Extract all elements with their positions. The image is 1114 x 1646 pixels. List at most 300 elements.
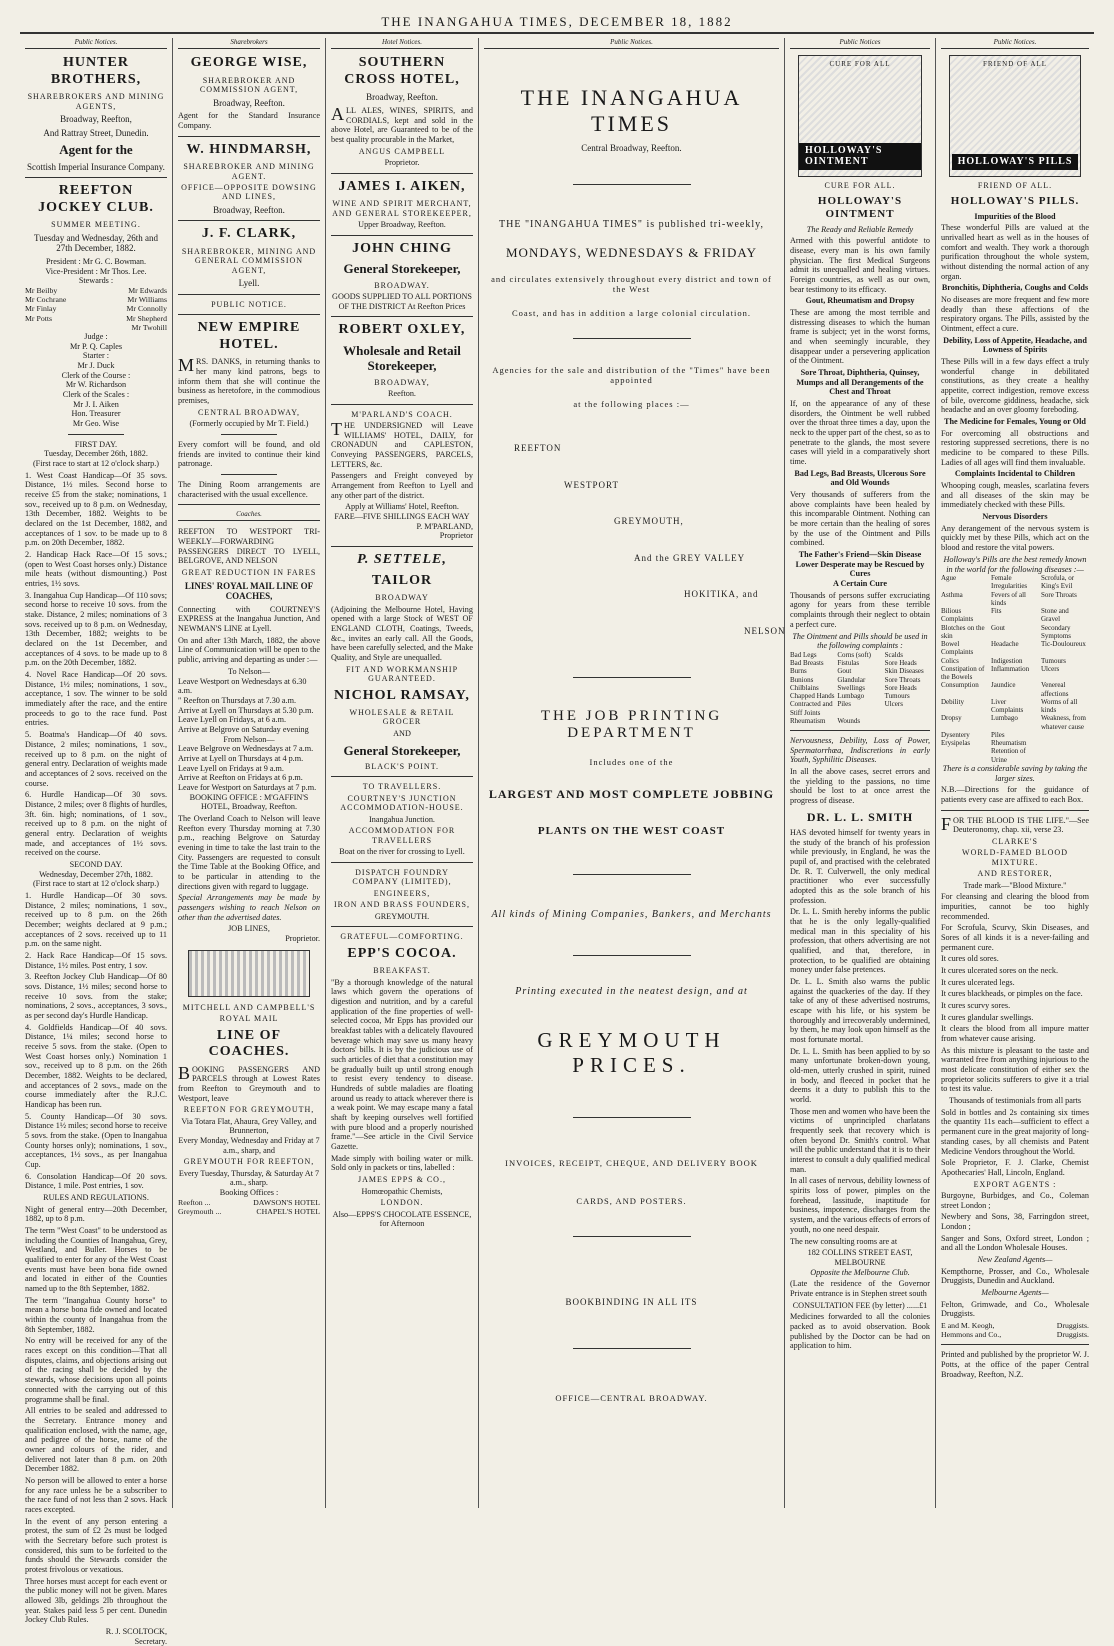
special-arrangements: Special Arrangements may be made by passengers wishing to reach Nelson on other than the advertised dates. — [178, 893, 320, 922]
second-day-note: (First race to start at 12 o'clock sharp.) — [32, 879, 160, 889]
travellers: TO TRAVELLERS. — [362, 782, 442, 792]
bronchitis-text: No diseases are more frequent and few more deadly than these affections of the respiratory organs. The Pills, assisted by the Ointment, effect a cure. — [941, 295, 1089, 334]
official-line: Mr W. Richardson — [65, 380, 127, 390]
dispatch-foundry: DISPATCH FOUNDRY COMPANY (LIMITED), — [352, 867, 452, 887]
timetable-line: Leave Belgrove on Wednesdays at 7 a.m. — [178, 744, 314, 754]
officials-list — [25, 332, 167, 429]
cure-line: For Scrofula, Scurvy, Skin Diseases, and Sores of all kinds it is a never-failing and permanent cure. — [941, 923, 1089, 952]
settele-subtitle: TAILOR — [371, 572, 433, 588]
paper-title: THE INANGAHUA TIMES — [520, 85, 743, 137]
places-heading: at the following places :— — [573, 398, 690, 409]
column-heading: Public Notices — [790, 38, 930, 49]
epps-made: Made simply with boiling water or milk. Sold only in packets or tins, labelled : — [331, 1153, 473, 1173]
stewards-list — [25, 286, 167, 332]
nz-agents-text: Kempthorne, Prosser, and Co., Wholesale Druggists, Dunedin and Auckland. — [941, 1266, 1089, 1286]
table-cell: Inflammation — [991, 664, 1030, 673]
epps-also: Also—EPPS'S CHOCOLATE ESSENCE, for Afternoon — [332, 1209, 472, 1229]
table-cell: Liver Complaints — [991, 697, 1024, 715]
agency-places — [484, 442, 786, 637]
hindmarsh-address: Broadway, Reefton. — [213, 204, 285, 215]
bookbinding-text: BOOKBINDING IN ALL ITS — [565, 1297, 698, 1308]
table-cell — [1041, 747, 1089, 764]
nichol-and: AND — [393, 728, 411, 738]
steward-name: Mr Williams — [127, 295, 167, 305]
agency-place: And the GREY VALLEY — [634, 552, 746, 563]
courtney-junction: COURTNEY'S JUNCTION ACCOMMODATION-HOUSE. — [340, 793, 464, 813]
first-day-races — [25, 471, 167, 858]
smith-residence: (Late the residence of the Governor Private entrance is in Stephen street south — [790, 1279, 930, 1298]
mitchell-title: MITCHELL AND CAMPBELL'S — [182, 1002, 316, 1012]
wise-address: Broadway, Reefton. — [213, 97, 285, 108]
ching-address: BROADWAY. — [374, 280, 430, 290]
empire-text: MRS. DANKS, in returning thanks to her many kind patrons, begs to inform them that she will continue the business as heretofore, in the commodious premises, — [178, 355, 320, 406]
coast-text: Coast, and has in addition a large colonial circulation. — [511, 307, 751, 318]
table-cell: Sore Heads — [884, 683, 917, 692]
nb-note: N.B.—Directions for the guidance of patients every case are affixed to each Box. — [941, 785, 1089, 804]
mcparland-text-2: Passengers and Freight conveyed by Arrangement from Reefton to Lyell and any other part of the district. — [331, 471, 473, 500]
table-cell: Constipation of the Bowels — [941, 664, 985, 682]
mixture-text: As this mixture is pleasant to the taste and warranted free from anything injurious to the most delicate constitution of either sex the proprietor solicits sufferers to give it a trial to test its value. — [941, 1045, 1089, 1094]
ointment-intro: Armed with this powerful antidote to disease, every man is his own family physician. The first Medical Surgeons admit its unequalled and healing virtues. Foreign countries, as well as our own, bear testimony to its efficacy. — [790, 236, 930, 294]
ointment-title: HOLLOWAY'S OINTMENT — [817, 194, 903, 220]
table-cell: Bilious Complaints — [941, 607, 974, 624]
angus-role: Proprietor. — [384, 158, 420, 168]
ointment-logo-label: HOLLOWAY'S OINTMENT — [799, 143, 921, 171]
agents-2: Newbery and Sons, 38, Farringdon street, London ; — [941, 1212, 1089, 1231]
empire-title: NEW EMPIRE HOTEL. — [197, 320, 301, 352]
clark-address: Lyell. — [238, 278, 260, 289]
every-schedule: Every Monday, Wednesday and Friday at 7 a.m., sharp, and — [178, 1136, 320, 1155]
oxley-address: BROADWAY, — [374, 377, 430, 387]
accommodation: ACCOMMODATION FOR TRAVELLERS — [348, 826, 456, 845]
smith-paragraph: Those men and women who have been the victims of unprincipled charlatans frequently seek that recovery which is often beyond Dr. Smith's control. What will the public understand that it is to their interest to consult a duly qualified medical man. — [790, 1106, 930, 1174]
hunter-agent: Agent for the — [59, 142, 133, 158]
empire-address: CENTRAL BROADWAY, — [197, 407, 301, 417]
cure-line: It cures ulcerated legs. — [941, 977, 1015, 987]
booking-office-row — [178, 1198, 320, 1207]
aiken-address: Upper Broadway, Reefton. — [358, 220, 446, 230]
booking-offices-heading: Booking Offices : — [219, 1188, 279, 1198]
gout-heading: Gout, Rheumatism and Dropsy — [805, 296, 915, 306]
official-line: Judge : — [84, 331, 108, 341]
table-cell: Bunions — [790, 675, 814, 684]
restorer: AND RESTORER, — [977, 869, 1053, 879]
steward-row — [25, 286, 167, 295]
rule-entry: Three horses must accept for each event or the public money will not be given. Mares allowed 3lb, geldings 2lb throughout the year. Stakes paid less 5 per cent. Dunedin Jockey Club Rules. — [25, 1576, 167, 1625]
table-cell: Burns — [790, 667, 807, 676]
hemmons: Hemmons and Co., — [941, 1330, 1002, 1340]
from-nelson-heading: From Nelson— — [223, 734, 275, 744]
booking-offices-list — [178, 1198, 320, 1216]
office-hotel: CHAPEL'S HOTEL — [256, 1207, 320, 1216]
impurities-heading: Impurities of the Blood — [974, 211, 1056, 221]
timetable-line: Leave Lyell on Fridays, at 6 a.m. — [178, 715, 286, 725]
table-cell: Headache — [991, 640, 1019, 649]
club-dates: Tuesday and Wednesday, 26th and 27th December, 1882. — [34, 232, 158, 254]
coach-engraving-icon — [188, 950, 310, 997]
table-cell: Ague — [941, 574, 957, 583]
from-nelson-times — [178, 744, 320, 792]
timetable-line: Arrive at Belgrove on Saturday evening — [178, 724, 309, 734]
females-heading: The Medicine for Females, Young or Old — [944, 417, 1086, 427]
keogh: E and M. Keogh, — [941, 1321, 995, 1331]
column-heading: Hotel Notices. — [331, 38, 473, 49]
line-of-coaches: LINE OF COACHES. — [208, 1027, 290, 1060]
table-cell: Gout — [837, 667, 852, 676]
table-cell: Tumours — [884, 692, 910, 701]
steward-name: Mr Finlay — [25, 304, 57, 314]
table-cell: Swellings — [837, 683, 865, 692]
table-cell: Sore Throats — [884, 675, 921, 684]
table-cell: Worms of all kinds — [1041, 697, 1078, 715]
every-schedule-2: Every Tuesday, Thursday, & Saturday At 7 a.m., sharp. — [178, 1168, 320, 1188]
booking-office: BOOKING OFFICE : M'GAFFIN'S HOTEL, Broadway, Reefton. — [189, 792, 309, 812]
cure-line: It cures ulcerated sores on the neck. — [941, 966, 1059, 976]
pills-intro: These wonderful Pills are valued at the unrivalled heart as well as in the houses of comfort and wealth. They work a thorough purification throughout the whole system, without distending the normal action of any organ. — [941, 223, 1089, 281]
agencies-text: Agencies for the sale and distribution of the "Times" have been appointed — [492, 364, 771, 385]
certain-heading: A Certain Cure — [833, 579, 887, 589]
hunter-subtitle: SHAREBROKERS AND MINING AGENTS, — [27, 92, 165, 111]
steward-name: Mr Potts — [25, 313, 53, 323]
royal-mail: ROYAL MAIL — [219, 1014, 279, 1024]
blood-mixture: WORLD-FAMED BLOOD MIXTURE. — [962, 848, 1068, 867]
masthead: THE INANGAHUA TIMES, DECEMBER 18, 1882 — [381, 14, 733, 29]
epps-text: "By a thorough knowledge of the natural laws which govern the operations of digestion and nutrition, and by a careful application of the fine properties of well-selected cocoa, Mr Epps has provided our breakfast tables with a delicately flavoured beverage which may save us many heavy doctors' bills. It is by the judicious use of such articles of diet that a constitution may be gradually built up until strong enough to resist every tendency to disease. Hundreds of subtle maladies are floating around us ready to attack wherever there is a weak point. We may escape many a fatal shaft by keeping ourselves well fortified with pure blood and a properly nourished frame."—See article in the Civil Service Gazette. — [331, 977, 473, 1152]
mcparland-title: M'PARLAND'S COACH. — [351, 409, 453, 419]
empire-comfort: Every comfort will be found, and old friends are invited to continue their kind patronage. — [178, 439, 320, 469]
nichol-subtitle: WHOLESALE & RETAIL GROCER — [349, 708, 455, 727]
race-entry: 5. County Handicap—Of 30 sovs. Distance 1½ miles; second horse to receive 5 sovs. from the stake. (Open to Inangahua County horses only); nominations, 1 sov., acceptances, 1½ sovs., as per Inangahua Cup. — [25, 1111, 167, 1170]
cure-line: It cures glandular swellings. — [941, 1012, 1034, 1022]
aiken-title: JAMES I. AIKEN, — [338, 178, 466, 194]
wise-title: GEORGE WISE, — [190, 55, 308, 71]
column-4 — [479, 38, 784, 1508]
smith-paragraph: In all cases of nervous, debility lowness of spirits loss of power, pimples on the forehead, lassitude, inaptitude for business, impotence, discharges from the system, and the various effects of errors of youth, no one need despair. — [790, 1176, 930, 1234]
table-cell — [941, 747, 989, 764]
wise-agent: Agent for the Standard Insurance Company. — [178, 111, 320, 130]
vice-president: Vice-President : Mr Thos. Lee. — [45, 266, 147, 276]
column-6 — [936, 38, 1094, 1508]
sold-text: Sold in bottles and 2s containing six times the quantity 11s each—sufficient to effect a permanent cure in the great majority of long-standing cases, by all chemists and Patent Medicine Vendors throughout the World. — [941, 1107, 1089, 1156]
table-cell: Weakness, from whatever cause — [1041, 714, 1086, 731]
table-cell: Chilblains — [790, 683, 819, 692]
job-lines: JOB LINES, — [228, 924, 270, 934]
table-cell: Scrofula, or King's Evil — [1041, 574, 1075, 591]
wise-subtitle: SHAREBROKER AND COMMISSION AGENT, — [199, 75, 299, 95]
includes-text: Includes one of the — [589, 757, 674, 768]
lines-notice: On and after 13th March, 1882, the above Line of Communication will be open to the public, arriving and departing as under :— — [178, 635, 320, 665]
hunter-title: HUNTER BROTHERS, — [50, 55, 142, 87]
oxley-town: Reefton. — [388, 388, 416, 398]
rule-entry: The term "Inangahua County horse" to mean a horse bona fide owned and located within the county of Inangahua from the 8th September, 1882. — [25, 1295, 167, 1334]
smith-paragraph: Dr. L. L. Smith also warns the public against the quackeries of the day. If they take of any of these advertised nostrums, escape with his life, or his system be thoroughly and irrecoverably undermined, by them, he may look upon himself as the most fortunate mortal. — [790, 977, 930, 1045]
hemmons-role: Druggists. — [1056, 1330, 1089, 1340]
hindmarsh-title: W. HINDMARSH, — [186, 141, 312, 157]
column-1 — [20, 38, 172, 1646]
rule-entry: Night of general entry—20th December, 1882, up to 8 p.m. — [25, 1204, 167, 1224]
public-notice: PUBLIC NOTICE. — [211, 299, 287, 309]
table-cell: Contracted and Stiff Joints — [790, 700, 833, 717]
clark-subtitle: SHAREBROKER, MINING AND GENERAL COMMISSION AGENT, — [181, 246, 317, 275]
settele-title: P. SETTELE, — [357, 552, 447, 568]
published-text: THE "INANGAHUA TIMES" is published tri-weekly, — [499, 218, 764, 230]
ching-subtitle: General Storekeeper, — [343, 261, 461, 277]
ching-title: JOHN CHING — [352, 240, 452, 256]
mcparland-role: Proprietor — [439, 531, 473, 541]
boat-notice: Boat on the river for crossing to Lyell. — [339, 847, 465, 857]
official-line: Mr J. I. Aiken — [73, 399, 119, 409]
table-cell: Scalds — [884, 650, 903, 659]
table-cell: Tumours — [1041, 656, 1067, 665]
cure-line: It cures blackheads, or pimples on the face. — [941, 989, 1083, 999]
table-cell: Debility — [941, 697, 964, 706]
smith-paragraph: Dr. L. L. Smith hereby informs the public that he is the only legally-qualified medical man in this speciality of his profession, that others advertising are not qualified, and that, therefore, in protection, to be qualified are obtaining money under false pretences. — [790, 907, 930, 975]
clark-title: J. F. CLARK, — [201, 226, 297, 242]
table-cell: Indigestion — [991, 656, 1023, 665]
nz-agents: New Zealand Agents— — [977, 1254, 1053, 1264]
pills-logo-label: HOLLOWAY'S PILLS — [952, 154, 1079, 170]
blood-quote: FOR THE BLOOD IS THE LIFE."—See Deuteronomy, chap. xii, verse 23. — [941, 813, 1089, 835]
fare-reduction: GREAT REDUCTION IN FARES — [181, 568, 317, 578]
empire-formerly: (Formerly occupied by Mr T. Field.) — [189, 419, 309, 429]
nervous-text: Nervousness, Debility, Loss of Power, Spermatorrhœa, Indiscretions in early Youth, Syphilitic Diseases. — [790, 736, 930, 765]
steward-name: Mr Beilby — [25, 286, 58, 296]
race-entry: 1. Hurdle Handicap—Of 30 sovs. Distance, 2 miles; nominations, 1 sov., received up to 8 p.m. on the 26th December; weights declared at 9 p.m.; acceptances of 2 sovs. received up to 11 p.m. on the same night. — [25, 890, 167, 949]
ointment-table-heading: The Ointment and Pills should be used in the following complaints : — [792, 631, 928, 651]
overland-text: The Overland Coach to Nelson will leave Reefton every Thursday morning at 7.30 p.m., reaching Belgrove on Saturday evening in time to take the last train to the City. Passengers are requested to consult the Time Table at the Booking Office, and to be particular in attending to the directions given with regard to luggage. — [178, 813, 320, 891]
president: President : Mr G. C. Bowman. — [45, 257, 147, 266]
rules-heading: RULES AND REGULATIONS. — [43, 1193, 149, 1203]
gout-text: These are among the most terrible and distressing diseases to which the human frame is subject; yet in the worst forms, and when seemingly incurable, they disappear under a persevering application of the Ointment. — [790, 308, 930, 366]
melbourne-agents: Melbourne Agents— — [981, 1288, 1049, 1297]
agents-3: Sanger and Sons, Oxford street, London ; and all the London Wholesale Houses. — [941, 1233, 1089, 1253]
nervous-text-2: In all the above cases, secret errors and the yielding to the passions, no time should be lost to at once arrest the progress of disease. — [790, 767, 930, 806]
table-cell: Ulcers — [1041, 664, 1060, 673]
engineers: ENGINEERS, — [373, 888, 431, 898]
aiken-subtitle: WINE AND SPIRIT MERCHANT, AND GENERAL STOREKEEPER, — [332, 199, 472, 218]
race-entry: 5. Boatma's Handicap—Of 40 sovs. Distance, 2 miles; nominations, 1 sov., received up to 8 p.m. on the night of general entry. Declaration of weights made and acceptances of 2 sovs. received on the course. — [25, 730, 167, 788]
race-entry: 3. Reefton Jockey Club Handicap—Of 80 sovs. Distance, 1½ miles; second horse to receive 10 sovs. from the stake; nominations, 2 sovs., acceptances, 3 sovs., as per second day's Hurdle Handicap. — [25, 972, 167, 1020]
keogh-role: Druggists. — [1056, 1321, 1089, 1331]
epps-homeopathic: Homœopathic Chemists, — [361, 1186, 443, 1196]
table-cell: Dropsy — [941, 714, 962, 723]
race-entry: 4. Novel Race Handicap—Of 20 sovs. Distance, 1½ miles; nominations, 1 sov., acceptance, 1 sov. The winner to be sold immediately after the race, and the entire proceeds to go to the race fund. Post entries. — [25, 670, 167, 728]
legs-heading: Bad Legs, Bad Breasts, Ulcerous Sore and Old Wounds — [794, 468, 926, 488]
club-subtitle: SUMMER MEETING. — [51, 220, 141, 230]
rule-entry: All entries to be sealed and addressed to the Secretary. Entrance money and qualification enclosed, with the name, age, and pedigree of the horse, name of the owner and colours of the rider, and delivered not later than 8 p.m. on 20th December 1882. — [25, 1406, 167, 1474]
rules-list — [25, 1205, 167, 1625]
hindmarsh-subtitle: SHAREBROKER AND MINING AGENT. — [183, 162, 315, 181]
nervous-heading: Nervous Disorders — [982, 512, 1048, 522]
steward-row — [25, 314, 167, 323]
table-cell: Secondary Symptoms — [1041, 623, 1071, 640]
agents-1: Burgoyne, Burbidges, and Co., Coleman street London ; — [941, 1190, 1089, 1210]
first-day-heading: FIRST DAY. — [74, 439, 118, 449]
debility-heading: Debility, Loss of Appetite, Headache, and Lowness of Spirits — [943, 335, 1087, 355]
steward-row — [25, 295, 167, 304]
race-entry: 1. West Coast Handicap—Of 35 sovs. Distance, 1½ miles. Second horse to receive £5 from the stake; nominations, 1 sov., received up to 8 p.m. on Wednesday, 13th December, 1882. Weights to be declared on the 1st December, 1882, and acceptances of 1 sov. to be made up to 8 p.m. on 20th December, 1882. — [25, 470, 167, 548]
mcparland-signer: P. M'PARLAND, — [416, 521, 473, 531]
greymouth-location: GREYMOUTH. — [374, 911, 430, 921]
sole-proprietor: Sole Proprietor, F. J. Clarke, Chemist Apothecaries' Hall, Lincoln, England. — [941, 1158, 1089, 1177]
table-cell: Dysentery — [941, 730, 970, 739]
first-day-date: Tuesday, December 26th, 1882. — [44, 449, 148, 459]
via-route: Via Totara Flat, Ahaura, Grey Valley, and Brunnerton, — [181, 1116, 317, 1136]
smith-text — [790, 828, 930, 1246]
office-town: Reefton ... — [178, 1197, 211, 1207]
steward-name: Mr Connolly — [126, 304, 167, 314]
race-entry: 6. Hurdle Handicap—Of 30 sovs. Distance, 2 miles; over 8 flights of hurdles, 3ft. 6in. high; nominations, of 1 sov., received up to 8 p.m. on the night of general entry. Declaration of weights made, and acceptances of 1½ sovs. received on the course. — [25, 790, 167, 858]
timetable-line: Arrive at Lyell on Thursdays at 4 p.m. — [178, 753, 304, 763]
smith-address: 182 COLLINS STREET EAST, MELBOURNE — [807, 1248, 913, 1267]
table-cell: Erysipelas — [941, 739, 971, 748]
rule-entry: In the event of any person entering a protest, the sum of £2 2s must be lodged with the Secretary before such protest is considered, this sum to be forfeited to the funds should the Stewards consider the protest frivolous or vexatious. — [25, 1516, 167, 1574]
column-heading: Public Notices. — [941, 38, 1089, 49]
column-5 — [785, 38, 935, 1508]
publication-days: MONDAYS, WEDNESDAYS & FRIDAY — [506, 244, 757, 260]
smith-paragraph: Dr. L. L. Smith has been applied to by so many unfortunate broken-down young, old-men, utterly crushed in spirit, ruined in body, and fleeced in pocket that he deems it a duty to publish this to the world. — [790, 1046, 930, 1105]
table-cell — [885, 717, 930, 725]
southern-cross-address: Broadway, Reefton. — [366, 92, 438, 103]
southern-cross-title: SOUTHERN CROSS HOTEL, — [344, 55, 460, 87]
empire-dining: The Dining Room arrangements are characterised with the usual excellence. — [178, 479, 320, 499]
steward-row — [25, 323, 167, 332]
epps-title: EPP'S COCOA. — [347, 945, 457, 961]
mcparland-text: THE UNDERSIGNED will Leave WILLIAMS' HOTEL, DAILY, for CRONADUN and CAPLESTON, Conveying PASSENGERS, PARCELS, LETTERS, &c. — [331, 419, 473, 469]
timetable-line: Leave Lyell on Fridays at 9 a.m. — [178, 763, 284, 773]
signer-role: Secretary. — [134, 1636, 167, 1646]
smith-paragraph: The new consulting rooms are at — [790, 1236, 898, 1246]
column-2 — [173, 38, 325, 1508]
table-cell: Sore Throats — [1041, 590, 1077, 599]
table-cell: Fevers of all kinds — [991, 590, 1026, 607]
export-agents: EXPORT AGENTS : — [973, 1179, 1057, 1189]
oxley-title: ROBERT OXLEY, — [338, 322, 466, 338]
race-entry: 6. Consolation Handicap—Of 20 sovs. Distance, 1 mile. Post entries, 1 sov. — [25, 1171, 167, 1191]
steward-name: Mr Cochrane — [25, 295, 67, 305]
nervous-disorders-text: Any derangement of the nervous system is quickly met by these Pills, which act on the blood and restore the vital powers. — [941, 523, 1089, 553]
children-text: Whooping cough, measles, scarlatina fevers and all diseases of the skin may be immediately checked with these Pills. — [941, 481, 1089, 510]
table-cell: Bad Legs — [790, 650, 817, 659]
rule-entry: No person will be allowed to enter a horse for any race unless he be a subscriber to the race fund of not less than 2 sovs. Hack races excepted. — [25, 1475, 167, 1514]
club-title: REEFTON JOCKEY CLUB. — [38, 183, 154, 215]
settele-fit: FIT AND WORKMANSHIP GUARANTEED. — [345, 664, 459, 684]
official-line: Clerk of the Course : — [61, 370, 131, 380]
grateful-comforting: GRATEFUL—COMFORTING. — [340, 932, 464, 942]
race-entry: 4. Goldfields Handicap—Of 40 sovs. Distance, 1¼ miles; second horse to receive 5 sovs. from the stake. (Open to West Coast horses only.) Nomination 1 sov., received up to 8 p.m. on the 26th December, 1882. Weights to be declared, and acceptances of 2 sovs., made on the course immediately after the R.J.C. Handicap has been run. — [25, 1022, 167, 1110]
agency-place: REEFTON — [514, 442, 562, 453]
circulates-text: and circulates extensively throughout every district and town of the West — [491, 273, 772, 294]
column-3 — [326, 38, 478, 1508]
paper-address: Central Broadway, Reefton. — [581, 143, 682, 154]
ching-text: GOODS SUPPLIED TO ALL PORTIONS OF THE DISTRICT At Reefton Prices — [332, 292, 472, 311]
epps-company: JAMES EPPS & CO., — [358, 1175, 446, 1185]
steward-name: Mr Edwards — [128, 286, 167, 296]
nichol-title: NICHOL RAMSAY, — [334, 687, 470, 703]
cards-text: CARDS, AND POSTERS. — [576, 1196, 687, 1207]
testimonials: Thousands of testimonials from all parts — [948, 1096, 1082, 1106]
official-line: Hon. Treasurer — [71, 409, 121, 419]
column-heading: Public Notices. — [25, 38, 167, 49]
nichol-general: General Storekeeper, — [343, 742, 461, 758]
table-cell: Rheumatism — [790, 716, 826, 725]
agency-place: GREYMOUTH, — [614, 516, 684, 527]
steward-name: Mr Twohill — [131, 322, 167, 332]
table-cell: Fits — [991, 607, 1002, 616]
pills-diseases-table — [941, 574, 1089, 764]
race-entry: 3. Inangahua Cup Handicap—Of 110 sovs; second horse to receive 10 sovs. from the stake. Distance, 2 miles; nominations of 3 sovs. received up to 8 p.m. on Wednesday, 13th December, 1882; weights to be declared on the 1st December, and acceptances of 4 sovs. to be made up to 8 p.m. on the 20th December, 1882. — [25, 590, 167, 668]
angus-campbell: ANGUS CAMPBELL — [358, 146, 446, 156]
hunter-company: Scottish Imperial Insurance Company. — [27, 161, 165, 172]
hunter-address-2: And Rattray Street, Dunedin. — [43, 127, 149, 138]
job-printing: THE JOB PRINTING DEPARTMENT — [540, 707, 723, 742]
office-town: Greymouth ... — [178, 1207, 222, 1216]
pills-logo-top: FRIEND OF ALL — [983, 60, 1047, 69]
table-cell: Jaundice — [991, 681, 1016, 690]
printed-by: Printed and published by the proprietor W. J. Potts, at the office of the paper Central Broadway, Reefton, N.Z. — [941, 1350, 1089, 1379]
debility-text: These Pills will in a few days effect a truly wonderful change in debilitated constitutions, as they create a healthy appetite, correct indigestion, remove excess of bile, overcome giddiness, headache, sick headache and an over gloomy foreboding. — [941, 357, 1089, 415]
ointment-engraving-icon — [798, 55, 922, 177]
trade-mark: Trade mark—"Blood Mixture." — [963, 880, 1067, 890]
agency-place: HOKITIKA, and — [684, 589, 759, 600]
table-cell — [1041, 731, 1089, 739]
booking-office-row — [178, 1207, 320, 1216]
second-day-heading: SECOND DAY. — [69, 859, 123, 869]
to-nelson-heading: To Nelson— — [228, 666, 270, 676]
plants-text: PLANTS ON THE WEST COAST — [537, 825, 726, 838]
greymouth-prices: GREYMOUTH PRICES. — [537, 1027, 726, 1077]
masthead-rule — [20, 32, 1094, 34]
epps-london: LONDON. — [380, 1198, 424, 1208]
cure-line: It clears the blood from all impure matter from whatever cause arising. — [941, 1024, 1089, 1044]
largest-text: LARGEST AND MOST COMPLETE JOBBING — [488, 787, 775, 802]
office-hotel: DAWSON'S HOTEL — [253, 1197, 320, 1207]
proprietor: Proprietor. — [285, 933, 320, 943]
cure-for-all: CURE FOR ALL. — [824, 181, 896, 191]
table-cell: Tic-Douloureux — [1041, 640, 1086, 649]
table-cell: Colics — [941, 656, 959, 665]
official-line: Mr J. Duck — [77, 360, 115, 370]
settele-text: (Adjoining the Melbourne Hotel, Having opened with a large Stock of WEST OF ENGLAND CLOTH, Coatings, Tweeds, &c., invites an early call. All the Goods, have been carefully selected, and the Make Quality, and Style are unequalled. — [331, 604, 473, 662]
official-line: Clerk of the Scales : — [62, 389, 130, 399]
official-line: Starter : — [82, 351, 110, 361]
all-kinds-text: All kinds of Mining Companies, Bankers, and Merchants — [491, 909, 772, 921]
coaches-heading: Coaches. — [178, 510, 320, 521]
greymouth-for-reefton: GREYMOUTH FOR REEFTON, — [183, 1157, 315, 1167]
table-cell: Blotches on the skin — [941, 623, 985, 640]
official-line: Mr P. Q. Caples — [69, 341, 123, 351]
table-cell: Piles — [991, 730, 1005, 739]
to-nelson-times — [178, 677, 320, 735]
oxley-subtitle: Wholesale and Retail Storekeeper, — [343, 342, 461, 374]
reefton-for-greymouth: REEFTON FOR GREYMOUTH, — [183, 1105, 315, 1115]
table-cell: Retention of Urine — [991, 747, 1026, 764]
printing-text: Printing executed in the neatest design, and at — [515, 985, 748, 997]
timetable-line: Arrive at Lyell on Thursdays at 5.30 p.m. — [178, 705, 314, 715]
steward-row — [25, 304, 167, 313]
table-cell: Female Irregularities — [991, 574, 1028, 591]
legs-text: Very thousands of sufferers from the above complaints have been healed by this incomparable Ointment. Nothing can be more certain than the healing of sores by the use of the Ointment and Pills combined. — [790, 490, 930, 548]
friend-of-all: FRIEND OF ALL. — [977, 181, 1053, 191]
table-cell: Asthma — [941, 590, 963, 599]
table-cell: Stone and Gravel — [1041, 607, 1069, 624]
table-cell — [1041, 739, 1089, 747]
table-cell: Rheumatism — [991, 739, 1027, 748]
rule-entry: No entry will be received for any of the races except on this condition—That all disputes, claims, and objections arising out of the racing shall be decided by the stewards, whose decisions upon all points connected with the carrying out of this programme shall be final. — [25, 1336, 167, 1404]
table-cell: Glandular — [837, 675, 866, 684]
column-heading: Sharebrokers — [178, 38, 320, 49]
mcparland-apply: Apply at Williams' Hotel, Reefton. — [345, 502, 459, 512]
